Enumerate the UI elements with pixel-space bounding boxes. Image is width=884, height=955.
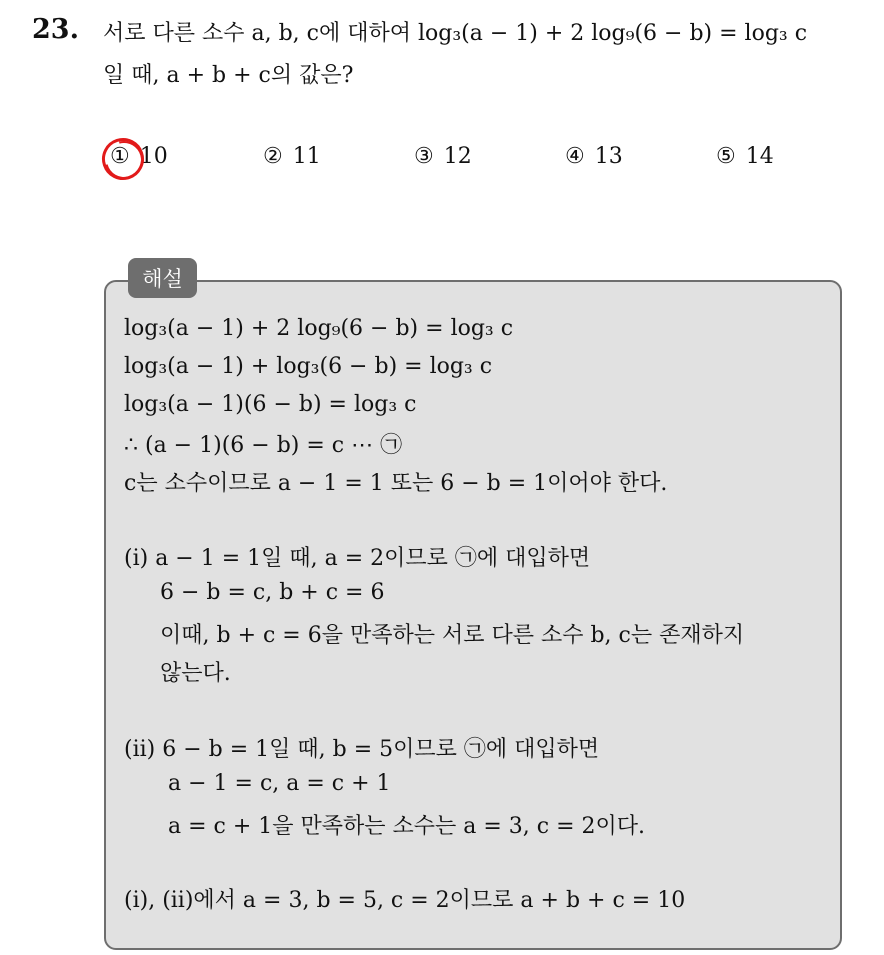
choice-5[interactable] — [716, 144, 774, 169]
choice-5-number: ⑤ — [716, 144, 736, 169]
choice-3[interactable] — [414, 144, 472, 169]
choice-3-number: ③ — [414, 144, 434, 169]
solution-line: 않는다. — [160, 661, 231, 686]
solution-line: a − 1 = c, a = c + 1 — [168, 771, 391, 796]
choice-4-value: 13 — [594, 144, 623, 169]
solution-line: ∴ (a − 1)(6 − b) = c ⋯ ㉠ — [124, 433, 403, 458]
solution-box — [104, 280, 842, 950]
answer-circle-mark-stroke — [98, 134, 150, 186]
solution-line: 이때, b + c = 6을 만족하는 서로 다른 소수 b, c는 존재하지 — [160, 623, 745, 648]
choice-3-value: 12 — [443, 144, 472, 169]
choice-2[interactable] — [263, 144, 321, 169]
choice-1-number: ① — [110, 144, 130, 169]
solution-line: (ii) 6 − b = 1일 때, b = 5이므로 ㉠에 대입하면 — [124, 737, 600, 762]
solution-line: log₃(a − 1)(6 − b) = log₃ c — [124, 392, 417, 417]
choice-5-value: 14 — [745, 144, 774, 169]
choice-2-number: ② — [263, 144, 283, 169]
choice-4-number: ④ — [565, 144, 585, 169]
choice-4[interactable] — [565, 144, 623, 169]
choice-1-value: 10 — [139, 144, 168, 169]
solution-line: log₃(a − 1) + log₃(6 − b) = log₃ c — [124, 354, 493, 379]
solution-tag: 해설 — [128, 258, 197, 298]
solution-line: (i), (ii)에서 a = 3, b = 5, c = 2이므로 a + b + c = 10 — [124, 888, 686, 913]
question-text-line-2: 일 때, a + b + c의 값은? — [103, 63, 354, 88]
solution-line: a = c + 1을 만족하는 소수는 a = 3, c = 2이다. — [168, 814, 646, 839]
solution-line: c는 소수이므로 a − 1 = 1 또는 6 − b = 1이어야 한다. — [124, 471, 668, 496]
solution-line: 6 − b = c, b + c = 6 — [160, 580, 385, 605]
solution-line: log₃(a − 1) + 2 log₉(6 − b) = log₃ c — [124, 316, 514, 341]
question-text-line-1: 서로 다른 소수 a, b, c에 대하여 log₃(a − 1) + 2 log₉(6 − b) = log₃ c — [103, 21, 808, 46]
choice-2-value: 11 — [292, 144, 321, 169]
question-number: 23. — [32, 14, 79, 45]
solution-line: (i) a − 1 = 1일 때, a = 2이므로 ㉠에 대입하면 — [124, 546, 591, 571]
